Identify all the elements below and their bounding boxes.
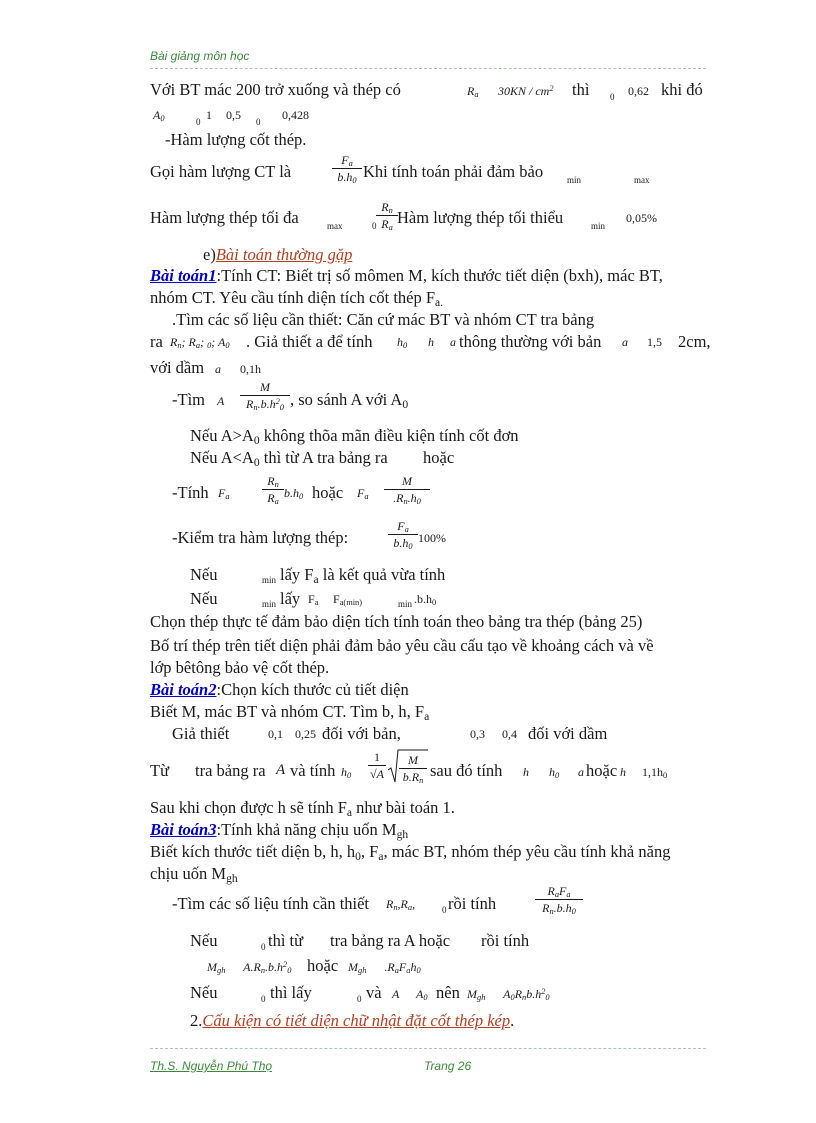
line-2-val: 0,428 bbox=[282, 108, 309, 122]
n1-min: min bbox=[262, 575, 277, 585]
bt3-n1-pre: Nếu bbox=[190, 931, 218, 950]
footer-page: Trang 26 bbox=[424, 1059, 472, 1073]
tu-post: sau đó tính bbox=[430, 761, 503, 780]
ra-rhs: $30KN / cm^2$ bbox=[498, 83, 554, 98]
bt3-n2-a0: $A_0$ bbox=[416, 987, 428, 1003]
bai-toan-3-line-2: chịu uốn $M_{gh}$ bbox=[150, 864, 238, 885]
step-1-range: 1,5 bbox=[647, 335, 662, 349]
fraction-one-sqrt-a: $\frac{1}{√A}$ bbox=[368, 749, 386, 782]
header-title: Bài giảng môn học bbox=[150, 49, 250, 63]
step-1-cm: 2cm, bbox=[678, 332, 711, 351]
gia-thiet-v3: 0,3 bbox=[470, 727, 485, 741]
step-1-ra: ra bbox=[150, 332, 163, 351]
bt3-n1-post: rồi tính bbox=[481, 931, 530, 950]
bt3-n2-formula: $M_{gh}$ $A_0R_nb.h^2_0$ bbox=[467, 986, 550, 1003]
line-1-sub0: 0 bbox=[610, 92, 615, 102]
line-5-min: min bbox=[591, 221, 606, 231]
condition-a-less-or: hoặc bbox=[423, 448, 455, 467]
bt3-n1-s0: 0 bbox=[261, 942, 266, 952]
find-a-post: , so sánh A với $A_0$ bbox=[290, 390, 409, 411]
line-2-one: 1 bbox=[206, 108, 212, 122]
fraction-bt3-find: $R_aF_a$ $R_n.b.h_0$ bbox=[535, 883, 583, 916]
step-1-symbols: $R_n$; $R_a$; $_0$; $A_0$ bbox=[170, 335, 230, 351]
fraction-check: $\frac{F_a}{b.h_0}$ bbox=[388, 518, 418, 551]
gia-thiet-v4: 0,4 bbox=[502, 727, 517, 741]
bt3-find-syms: $R_n,R_a$, bbox=[386, 897, 416, 913]
condition-a-less: Nếu $A<A_0$ thì từ A tra bảng ra bbox=[190, 448, 388, 469]
section-e-heading: e)Bài toán thường gặp bbox=[203, 245, 353, 264]
tu-val: $1,1h_0$ bbox=[642, 765, 668, 781]
check-pre: -Kiểm tra hàm lượng thép: bbox=[172, 528, 349, 547]
bai-toan-1-line-1: Bài toán1:Tính CT: Biết trị số mômen M, kích thước tiết diện (bxh), mác BT, bbox=[150, 266, 663, 285]
tu-h0b: $h_0$ bbox=[549, 765, 560, 781]
tu-h2: h bbox=[620, 765, 626, 779]
n2-min2: min bbox=[398, 599, 413, 609]
n2-text: lấy bbox=[280, 589, 301, 608]
line-5-sub0: 0 bbox=[372, 221, 377, 231]
fraction-find-a: $\frac{M}{R_n.b.h^2_0}$ bbox=[240, 379, 290, 412]
paragraph-chon-thep: Chọn thép thực tế đảm bảo diện tích tính toán theo bảng tra thép (bảng 25) bbox=[150, 612, 643, 631]
line-5-pre: Hàm lượng thép tối đa bbox=[150, 208, 299, 227]
tu-mid: tra bảng ra bbox=[195, 761, 266, 780]
bt3-n2-then: nên bbox=[436, 983, 460, 1002]
fraction-tinh-rn-ra: $\frac{R_n}{R_a}$ bbox=[262, 473, 284, 506]
tinh-or: hoặc bbox=[312, 483, 344, 502]
line-1-val: 0,62 bbox=[628, 84, 649, 98]
line-5-max: max bbox=[327, 221, 343, 231]
gia-thiet-v1: 0,1 bbox=[268, 727, 283, 741]
bai-toan-3-heading: Bài toán3:Tính khả năng chịu uốn $M_{gh}$ bbox=[150, 820, 409, 841]
tinh-fa-symbol: $F_a$ bbox=[218, 486, 230, 502]
line-4-min: min bbox=[567, 175, 582, 185]
sqrt-m-over-bRn: $\frac{M}{b.R_n}$ bbox=[388, 748, 428, 784]
ra-symbol: $R_a$ bbox=[467, 84, 479, 100]
tu-h0: $h_0$ bbox=[341, 765, 352, 781]
n2-bh: $.b.h_0$ bbox=[414, 592, 437, 608]
line-2-sub02: 0 bbox=[256, 117, 261, 127]
line-5-val: 0,05% bbox=[626, 211, 657, 225]
line-2-sub0: 0 bbox=[196, 117, 201, 127]
bt3-n1-mid2: tra bảng ra A hoặc bbox=[330, 931, 451, 950]
n1-pre: Nếu bbox=[190, 565, 218, 584]
condition-a-greater: Nếu $A>A_0$ không thõa mãn điều kiện tính cốt đơn bbox=[190, 426, 519, 447]
paragraph-sau-khi: Sau khi chọn được h sẽ tính $F_a$ như bài toán 1. bbox=[150, 798, 455, 819]
step-1-a2: a bbox=[622, 335, 628, 349]
bt3-find-s0: 0 bbox=[442, 905, 447, 915]
bai-toan-1-step-1: .Tìm các số liệu cần thiết: Căn cứ mác BT và nhóm CT tra bảng bbox=[172, 310, 595, 329]
tu-and: và tính bbox=[290, 761, 336, 780]
step-2-pre: với dầm bbox=[150, 358, 205, 377]
tinh-fa2-symbol: $F_a$ bbox=[357, 486, 369, 502]
n2-fa: $F_a$ bbox=[308, 592, 319, 608]
section-ham-luong: -Hàm lượng cốt thép. bbox=[165, 130, 307, 149]
step-1-mid: . Giả thiết a để tính bbox=[246, 332, 373, 351]
n2-pre: Nếu bbox=[190, 589, 218, 608]
bt3-n2-mid: thì lấy bbox=[270, 983, 312, 1002]
line-5-post: Hàm lượng thép tối thiểu bbox=[397, 208, 564, 227]
bt3-n2-pre: Nếu bbox=[190, 983, 218, 1002]
step-1-h: h bbox=[428, 335, 434, 349]
step-1-h0: $h_0$ bbox=[397, 335, 408, 351]
footer-rule bbox=[150, 1048, 706, 1049]
step-1-post: thông thường với bản bbox=[459, 332, 602, 351]
gia-thiet-v2: 0,25 bbox=[295, 727, 316, 741]
paragraph-bo-tri-1: Bố trí thép trên tiết diện phải đảm bảo yêu cầu cấu tạo về khoảng cách và về bbox=[150, 636, 654, 655]
check-post: 100% bbox=[418, 531, 446, 545]
line-4-max: max bbox=[634, 175, 650, 185]
tu-h: h bbox=[523, 765, 529, 779]
bt3-formula-2: $M_{gh}$ $.R_aF_ah_0$ bbox=[348, 960, 421, 976]
tinh-bh0: $b.h_0$ bbox=[284, 486, 304, 502]
fraction-tinh-m: $\frac{M}{.R_n.h_0}$ bbox=[384, 473, 430, 506]
bt3-find-post: rồi tính bbox=[448, 894, 497, 913]
section-2-heading: 2.Cấu kiện có tiết diện chữ nhật đặt cốt thép kép. bbox=[190, 1011, 515, 1030]
bt3-n2-a: A bbox=[392, 987, 400, 1001]
gia-thiet-post: đối với dầm bbox=[528, 724, 608, 743]
step-1-a: a bbox=[450, 335, 456, 349]
line-4-post: Khi tính toán phải đảm bảo bbox=[363, 162, 544, 181]
tinh-fa-pre: -Tính bbox=[172, 483, 209, 502]
step-2-a: a bbox=[215, 362, 221, 376]
bt3-n2-s02: 0 bbox=[357, 994, 362, 1004]
bai-toan-3-line-1: Biết kích thước tiết diện b, h, $h_0$, $F_a$, mác BT, nhóm thép yêu cầu tính khả năng bbox=[150, 842, 671, 863]
find-a-pre: -Tìm bbox=[172, 390, 205, 409]
fraction-fa-bh0: $\frac{F_a}{b.h_0}$ bbox=[332, 152, 362, 185]
n2-min: min bbox=[262, 599, 277, 609]
line-1-post: khi đó bbox=[661, 80, 703, 99]
bt3-n2-s0: 0 bbox=[261, 994, 266, 1004]
tu-a2: a bbox=[578, 765, 584, 779]
bai-toan-2-gia-thiet: Giả thiết bbox=[172, 724, 230, 743]
bt3-formula-or: hoặc bbox=[307, 956, 339, 975]
line-2-half: 0,5 bbox=[226, 108, 241, 122]
bt3-n2-and: và bbox=[366, 983, 382, 1002]
tu-a: A bbox=[276, 762, 286, 778]
n1-text: lấy $F_a$ là kết quả vừa tính bbox=[280, 565, 446, 586]
gia-thiet-mid: đối với bản, bbox=[322, 724, 401, 743]
tu-pre: Từ bbox=[150, 761, 170, 780]
bai-toan-2-line-1: Biết M, mác BT và nhóm CT. Tìm b, h, $F_a$ bbox=[150, 702, 430, 723]
line-4-pre: Gọi hàm lượng CT là bbox=[150, 162, 292, 181]
a0-symbol: $A_0$ bbox=[153, 108, 165, 124]
line-1-mid: thì bbox=[572, 80, 590, 99]
n2-fa2: $F_{a(min)}$ bbox=[333, 592, 363, 608]
header-rule bbox=[150, 68, 706, 69]
fraction-rn-ra: $\frac{R_n}{R_a}$ bbox=[376, 199, 398, 232]
line-1: Với BT mác 200 trở xuống và thép có bbox=[150, 80, 401, 99]
footer-author: Th.S. Nguyễn Phú Thọ bbox=[150, 1059, 273, 1073]
bt3-n1-mid: thì từ bbox=[268, 931, 304, 950]
tu-or: hoặc bbox=[586, 761, 618, 780]
bt3-formula: $M_{gh}$ $A.R_n.b.h^2_0$ bbox=[207, 959, 292, 976]
bai-toan-2-heading: Bài toán2:Chọn kích thước củ tiết diện bbox=[150, 680, 409, 699]
paragraph-bo-tri-2: lớp bêtông bảo vệ cốt thép. bbox=[150, 658, 330, 677]
bt3-find-pre: -Tìm các số liệu tính cần thiết bbox=[172, 894, 370, 913]
step-2-val: 0,1h bbox=[240, 362, 261, 376]
bai-toan-1-line-2: nhóm CT. Yêu cầu tính diện tích cốt thép $F_{a.}$ bbox=[150, 288, 444, 309]
find-a-symbol: A bbox=[217, 394, 225, 408]
